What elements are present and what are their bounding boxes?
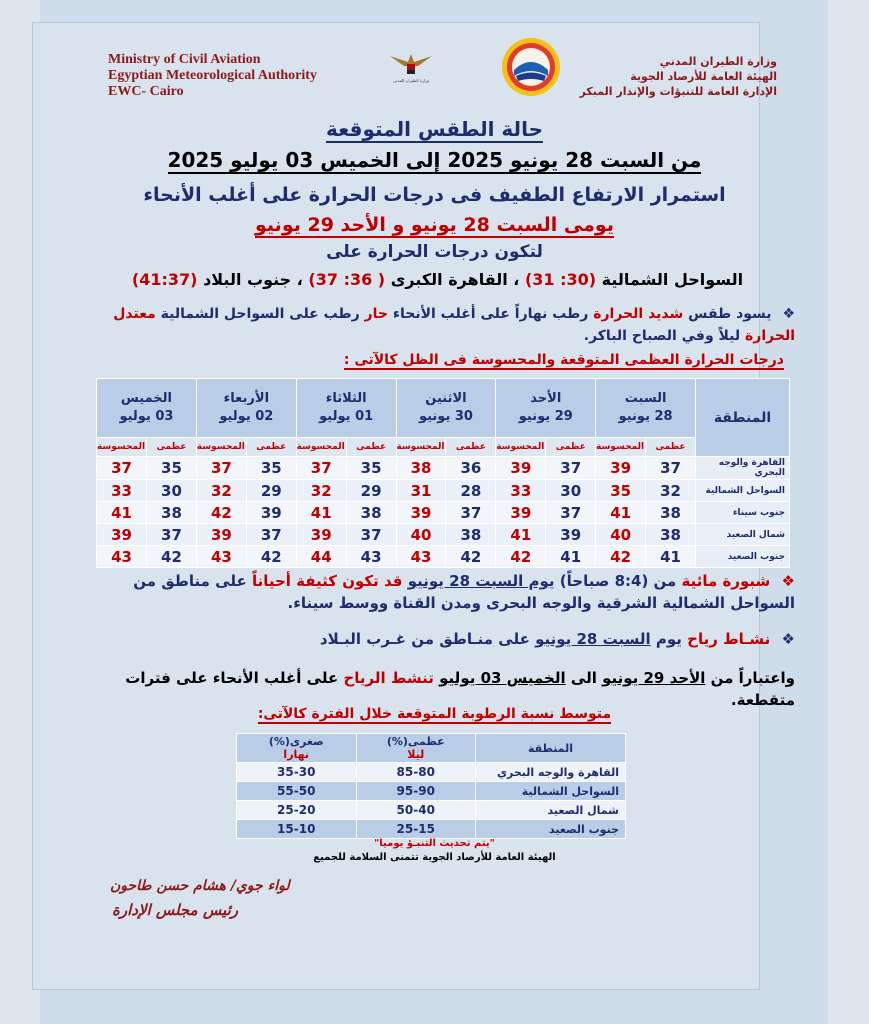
feels-like-cell: 41 [596,502,646,524]
humidity-table [236,733,626,839]
humidity-min-cell: 55-50 [237,782,357,801]
day-header [496,379,596,438]
feels-like-cell: 39 [596,457,646,480]
max-subheader: عظمى [646,438,696,457]
feels-like-cell: 33 [97,480,147,502]
max-temp-cell: 37 [147,524,197,546]
feels-like-cell: 37 [97,457,147,480]
table-row [97,546,790,568]
max-temp-cell: 36 [446,457,496,480]
feels-like-cell: 43 [97,546,147,568]
table-row [237,820,626,839]
signatory-name: لواء جوي/ هشام حسن طاحون [110,878,290,894]
max-temp-cell: 29 [246,480,296,502]
table-row [97,502,790,524]
max-temp-cell: 42 [246,546,296,568]
max-subheader: عظمى [546,438,596,457]
max-temp-cell: 37 [646,457,696,480]
day-header [97,379,197,438]
max-subheader: عظمى [246,438,296,457]
max-subheader: عظمى [346,438,396,457]
feels-like-cell: 41 [97,502,147,524]
day-name: الأحد [530,391,562,406]
feels-like-cell: 41 [296,502,346,524]
feels-like-cell: 32 [296,480,346,502]
day-date: 30 يونيو [418,409,473,424]
max-temp-cell: 30 [546,480,596,502]
humidity-min-header: صغرى(%) نهارا [237,734,357,763]
table-row [97,480,790,502]
table-row [97,524,790,546]
update-note: "يتم تحديث التنبـؤ يوميا" [374,838,495,849]
humidity-max-cell: 85-80 [356,763,476,782]
max-temp-cell: 39 [546,524,596,546]
region-cell: القاهرة والوجه البحري [696,457,790,480]
max-temp-cell: 38 [147,502,197,524]
feels-like-cell: 31 [396,480,446,502]
region-cell: السواحل الشمالية [696,480,790,502]
header-ar-ministry: وزارة الطيران المدني [659,55,777,68]
day-header [196,379,296,438]
feels-like-cell: 37 [196,457,246,480]
humidity-max-header: عظمى(%) ليلا [356,734,476,763]
day-header [596,379,696,438]
max-temp-cell: 35 [346,457,396,480]
day-header [396,379,496,438]
feels-like-cell: 41 [496,524,546,546]
feels-like-cell: 42 [196,502,246,524]
day-date: 29 يونيو [518,409,573,424]
feels-like-subheader: المحسوسة [196,438,246,457]
feels-like-cell: 43 [196,546,246,568]
region-cell: شمال الصعيد [696,524,790,546]
region-column-header: المنطقة [696,379,790,457]
max-subheader: عظمى [147,438,197,457]
table-row [237,782,626,801]
header-english [108,52,368,100]
max-temp-cell: 35 [246,457,296,480]
header-en-center: EWC- Cairo [108,84,184,99]
feels-like-cell: 37 [296,457,346,480]
max-temp-cell: 38 [646,502,696,524]
humidity-region-header: المنطقة [476,734,626,763]
max-temp-cell: 41 [546,546,596,568]
max-temp-cell: 30 [147,480,197,502]
max-temp-cell: 43 [346,546,396,568]
day-name: الأربعاء [223,391,270,406]
weather-description-bullet: ❖ يسود طقس شديد الحرارة رطب نهاراً على أغلب الأنحاء حار رطب على السواحل الشمالية معتدل الحرارة ليلاً وفي الصباح الباكر. [113,306,795,344]
header-ar-authority: الهيئة العامة للأرصاد الجوية [630,70,777,83]
max-temp-cell: 37 [546,502,596,524]
eagle-logo-caption: وزارة الطيران المدني [393,78,429,83]
feels-like-subheader: المحسوسة [97,438,147,457]
humidity-min-cell: 35-30 [237,763,357,782]
max-temp-cell: 37 [346,524,396,546]
day-name: الخميس [120,391,173,406]
feels-like-cell: 42 [496,546,546,568]
feels-like-cell: 39 [196,524,246,546]
feels-like-cell: 33 [496,480,546,502]
feels-like-cell: 32 [196,480,246,502]
temps-table-caption: درجات الحرارة العظمى المتوقعة والمحسوسة فى الظل كالآتى : [343,352,784,368]
day-header [296,379,396,438]
header-en-authority: Egyptian Meteorological Authority [108,68,317,83]
max-temp-cell: 38 [646,524,696,546]
wind-continuation: واعتباراً من الأحد 29 يونيو الى الخميس 03 يوليو تنشط الرياح على أغلب الأنحاء على فترات متقطعة. [125,669,795,709]
max-temp-cell: 37 [246,524,296,546]
feels-like-subheader: المحسوسة [596,438,646,457]
day-name: الثلاثاء [325,391,367,406]
feels-like-subheader: المحسوسة [396,438,446,457]
aviation-eagle-logo-icon [388,44,434,86]
feels-like-cell: 39 [496,502,546,524]
diamond-bullet-icon: ❖ [781,630,795,648]
day-name: السبت [624,391,667,406]
summary-temps-line: السواحل الشمالية (30: 31) ، القاهرة الكبرى ( 36: 37) ، جنوب البلاد (41:37) [131,270,744,289]
day-name: الاثنين [425,391,467,406]
max-temp-cell: 29 [346,480,396,502]
max-temp-cell: 38 [446,524,496,546]
humidity-max-cell: 50-40 [356,801,476,820]
feels-like-cell: 39 [296,524,346,546]
diamond-bullet-icon: ❖ [782,306,795,322]
humidity-min-cell: 25-20 [237,801,357,820]
max-temp-cell: 41 [646,546,696,568]
page-title: حالة الطقس المتوقعة [326,117,543,141]
day-date: 03 يوليو [119,409,174,424]
day-date: 01 يوليو [319,409,374,424]
max-temp-cell: 35 [147,457,197,480]
region-cell: شمال الصعيد [476,801,626,820]
humidity-max-cell: 25-15 [356,820,476,839]
max-temp-cell: 37 [546,457,596,480]
day-date: 28 يونيو [618,409,673,424]
region-cell: القاهرة والوجه البحري [476,763,626,782]
feels-like-cell: 43 [396,546,446,568]
temperature-table [96,378,790,568]
max-temp-cell: 42 [446,546,496,568]
max-temp-cell: 32 [646,480,696,502]
header-en-ministry: Ministry of Civil Aviation [108,52,261,67]
feels-like-cell: 42 [596,546,646,568]
fog-bullet: ❖ شبورة مائية من (8:4 صباحاً) يوم السبت 28 يونيو قد تكون كثيفة أحياناً على مناطق من السواحل الشمالية الشرقية والوجه البحرى ومدن القناة ووسط سيناء. [133,572,795,612]
feels-like-cell: 39 [496,457,546,480]
wind-bullet: ❖ نشـاط رياح يوم السبت 28 يونيو على منـاطق من غـرب البـلاد [319,630,795,648]
max-temp-cell: 38 [346,502,396,524]
header-arabic [537,54,777,99]
feels-like-subheader: المحسوسة [296,438,346,457]
feels-like-cell: 39 [97,524,147,546]
feels-like-cell: 40 [396,524,446,546]
diamond-bullet-icon: ❖ [781,572,795,590]
max-temp-cell: 28 [446,480,496,502]
max-subheader: عظمى [446,438,496,457]
signatory-title: رئيس مجلس الإدارة [112,901,238,919]
humidity-max-cell: 95-90 [356,782,476,801]
max-temp-cell: 39 [246,502,296,524]
header-ar-department: الإدارة العامة للتنبؤات والإنذار المبكر [579,85,777,98]
safety-note: الهيئة العامة للأرصاد الجوية تتمنى السلامة للجميع [313,852,556,863]
summary-line-3: لتكون درجات الحرارة على [326,242,543,262]
table-row [237,763,626,782]
feels-like-subheader: المحسوسة [496,438,546,457]
region-cell: جنوب سيناء [696,502,790,524]
region-cell: جنوب الصعيد [696,546,790,568]
region-cell: جنوب الصعيد [476,820,626,839]
region-cell: السواحل الشمالية [476,782,626,801]
feels-like-cell: 44 [296,546,346,568]
summary-line-1: استمرار الارتفاع الطفيف فى درجات الحرارة على أغلب الأنحاء [143,184,726,206]
feels-like-cell: 40 [596,524,646,546]
forecast-period: من السبت 28 يونيو 2025 إلى الخميس 03 يوليو 2025 [167,148,702,172]
day-date: 02 يوليو [219,409,274,424]
feels-like-cell: 35 [596,480,646,502]
table-row [97,457,790,480]
summary-line-2: يومى السبت 28 يونيو و الأحد 29 يونيو [255,214,614,236]
humidity-min-cell: 15-10 [237,820,357,839]
feels-like-cell: 38 [396,457,446,480]
humidity-caption: متوسط نسبة الرطوبة المتوقعة خلال الفترة كالآتى: [257,706,612,722]
max-temp-cell: 42 [147,546,197,568]
max-temp-cell: 37 [446,502,496,524]
feels-like-cell: 39 [396,502,446,524]
table-row [237,801,626,820]
